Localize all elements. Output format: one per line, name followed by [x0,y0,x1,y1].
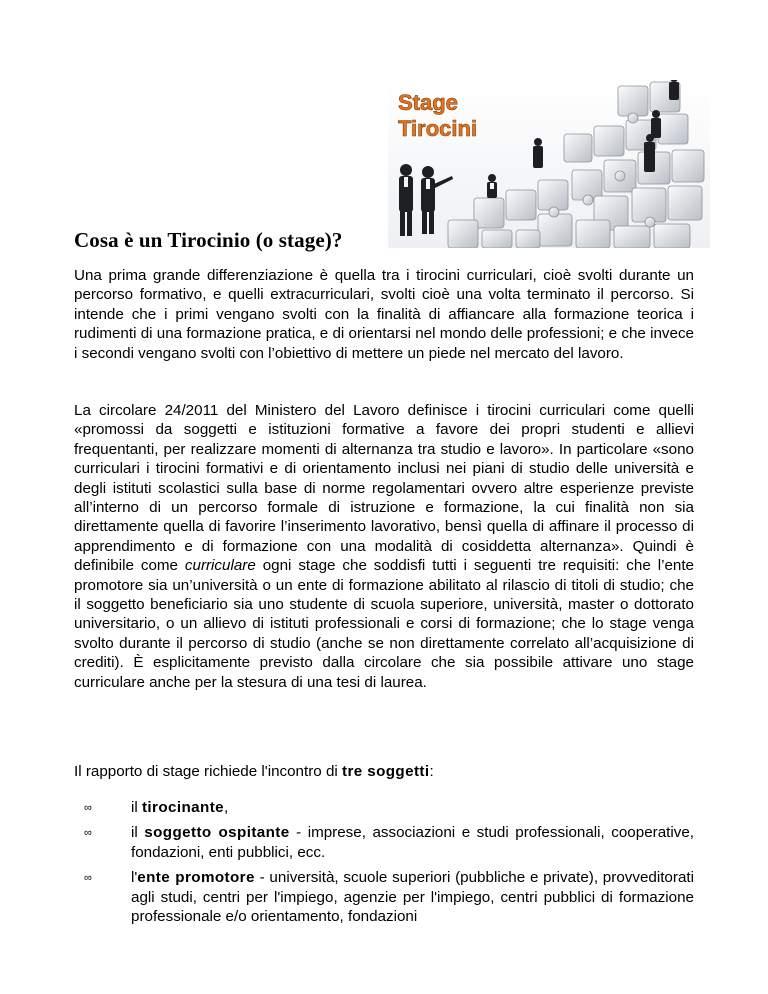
puzzle-illustration [388,80,710,248]
infinity-bullet-icon: ∞ [84,872,92,885]
list-item-prefix: il [131,824,145,842]
subjects-list [74,798,694,932]
infinity-bullet-icon: ∞ [84,802,92,814]
list-item [74,823,694,862]
tre-soggetti-term: tre soggetti [341,763,430,780]
list-item [74,798,694,817]
list-item-text: - università, scuole superiori (pubbliche e private), provveditorati agli studi, centri per l'impiego, agenzie per l'impiego, centri pubblici di formazione professionale e/o orientamento, fondazioni [131,869,694,926]
paragraph-soggetti-text: Il rapporto di stage richiede l'incontro di [74,763,342,780]
list-item-text: , [224,799,229,816]
paragraph-soggetti [74,762,694,781]
infinity-bullet-icon: ∞ [84,827,92,840]
page-title: Cosa è un Tirocinio (o stage)? [74,228,343,252]
list-item-term: tirocinante [141,799,225,816]
curriculare-term: curriculare [184,557,256,575]
logo-line-tirocini: Tirocini [398,116,478,141]
list-item-term: ente promotore [137,869,255,887]
list-item-term: soggetto ospitante [144,824,290,842]
list-item [74,868,694,926]
paragraph-soggetti-colon: : [429,763,434,780]
list-item-prefix: l' [131,869,138,887]
paragraph-intro: Una prima grande differenziazione è quella tra i tirocini curriculari, cioè svolti durante un percorso formativo, e quelli extracurriculari, svolti cioè una volta terminato il percorso. Si intende che i primi vengano svolti con la finalità di affiancare alla formazione teorica i rudimenti di una formazione pratica, e di orientarsi nel mondo delle professioni; e che invece i secondi vengano svolti con l’obiettivo di mettere un piede nel mercato del lavoro. [74,267,694,362]
paragraph-circolare-text-cont: ogni stage che soddisfi tutti i seguenti tre requisiti: che l’ente promotore sia un’università o un ente di formazione abilitato al rilascio di titoli di studio; che il soggetto beneficiario sia uno studente di scuola superiore, università, master o dottorato universitario, o un allievo di istituti professionali e corsi di formazione; che lo stage venga svolto durante il percorso di studio (anche se non direttamente correlato all’acquisizione di crediti). È esplicitamente previsto dalla circolare che sia possibile attivare uno stage curriculare anche per la stesura di una tesi di laurea. [74,557,694,691]
paragraph-circolare-text: La circolare 24/2011 del Ministero del Lavoro definisce i tirocini curriculari come quelli «promossi da soggetti e istituzioni formative a favore dei propri studenti e allievi frequentanti, per realizzare momenti di alternanza tra studio e lavoro». In particolare «sono curriculari i tirocini formativi e di orientamento inclusi nei piani di studio delle università e degli istituti scolastici sulla base di norme regolamentari ovvero altre esperienze previste all’interno di un percorso formale di istruzione e formazione, la cui finalità non sia direttamente quella di favorire l’inserimento lavorativo, bensì quella di affinare il processo di apprendimento e di formazione con una modalità di cosiddetta alternanza». Quindi è definibile come [74,402,694,575]
list-item-prefix: il [131,799,142,816]
paragraph-circolare [74,401,694,692]
list-item-text: - imprese, associazioni e studi professionali, cooperative, fondazioni, enti pubblici, ecc. [131,824,694,861]
logo-line-stage: Stage [398,90,458,115]
stage-tirocini-image [388,80,710,248]
